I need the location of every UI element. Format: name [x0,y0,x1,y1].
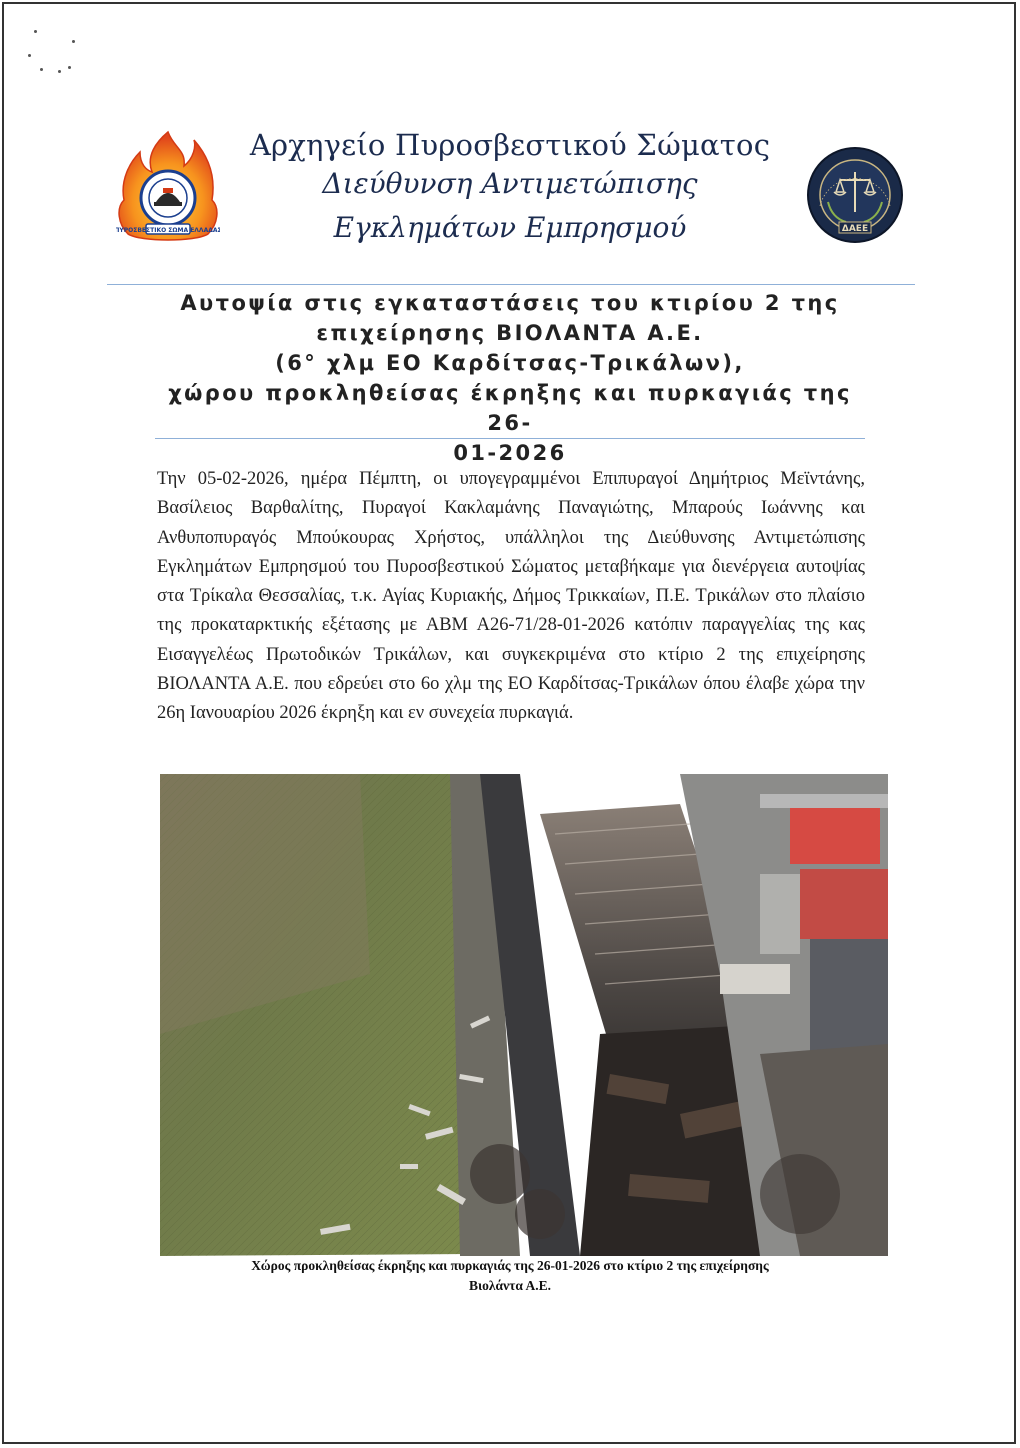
photo-caption [160,1256,860,1296]
fire-service-emblem-icon [116,128,220,244]
letterhead [230,126,790,250]
body-paragraph: Την 05-02-2026, ημέρα Πέμπτη, οι υπογεγραμμένοι Επιπυραγοί Δημήτριος Μεϊντάνης, Βασίλειος Βαρθαλίτης, Πυραγοί Κακλαμάνης Παναγιώτης, Μπαρούς Ιωάννης και Ανθυποπυραγός Μπούκουρας Χρήστος, υπάλληλοι της Διεύθυνσης Αντιμετώπισης Εγκλημάτων Εμπρησμού του Πυροσβεστικού Σώματος μεταβήκαμε για διενέργεια αυτοψίας στα Τρίκαλα Θεσσαλίας, τ.κ. Αγίας Κυριακής, Δήμος Τρικκαίων, Π.Ε. Τρικάλων στο πλαίσιο της προκαταρκτικής εξέτασης με ΑΒΜ Α26-71/28-01-2026 κατόπιν παραγγελίας της κας Εισαγγελέως Πρωτοδικών Τρικάλων, και συγκεκριμένα στο κτίριο 2 της επιχείρησης ΒΙΟΛΑΝΤΑ Α.Ε. που εδρεύει στο 6ο χλμ της ΕΟ Καρδίτσας-Τρικάλων όπου έλαβε χώρα την 26η Ιανουαρίου 2026 έκρηξη και εν συνεχεία πυρκαγιά. [157,469,865,724]
left-logo-text: ΠΥΡΟΣΒΕΣΤΙΚΟ ΣΩΜΑ ΕΛΛΑΔΑΣ [116,227,220,234]
aerial-photo [160,774,888,1256]
directorate-line-2: Εγκλημάτων Εμπρησμού [333,211,687,244]
title-line-4: χώρου προκληθείσας έκρηξης και πυρκαγιάς της 26- [168,381,852,435]
daee-seal-icon [806,146,904,244]
title-line-5: 01-2026 [453,441,567,465]
caption-line-2: Βιολάντα Α.Ε. [468,1278,552,1293]
document-title [150,288,870,468]
caption-line-1: Χώρος προκληθείσας έκρηξης και πυρκαγιάς της 26-01-2026 στο κτίριο 2 της επιχείρησης [251,1258,769,1273]
directorate-line-1: Διεύθυνση Αντιμετώπισης [322,167,698,200]
organization-name: Αρχηγείο Πυροσβεστικού Σώματος [249,128,771,162]
title-line-1: Αυτοψία στις εγκαταστάσεις του κτιρίου 2 της [180,291,840,315]
scan-marks [20,30,90,90]
right-logo-text: ΔΑΕΕ [841,224,869,234]
header-divider [107,284,915,285]
title-line-3: (6° χλμ ΕΟ Καρδίτσας-Τρικάλων), [275,351,745,375]
title-divider [155,438,865,439]
title-line-2: επιχείρησης ΒΙΟΛΑΝΤΑ Α.Ε. [316,321,704,345]
